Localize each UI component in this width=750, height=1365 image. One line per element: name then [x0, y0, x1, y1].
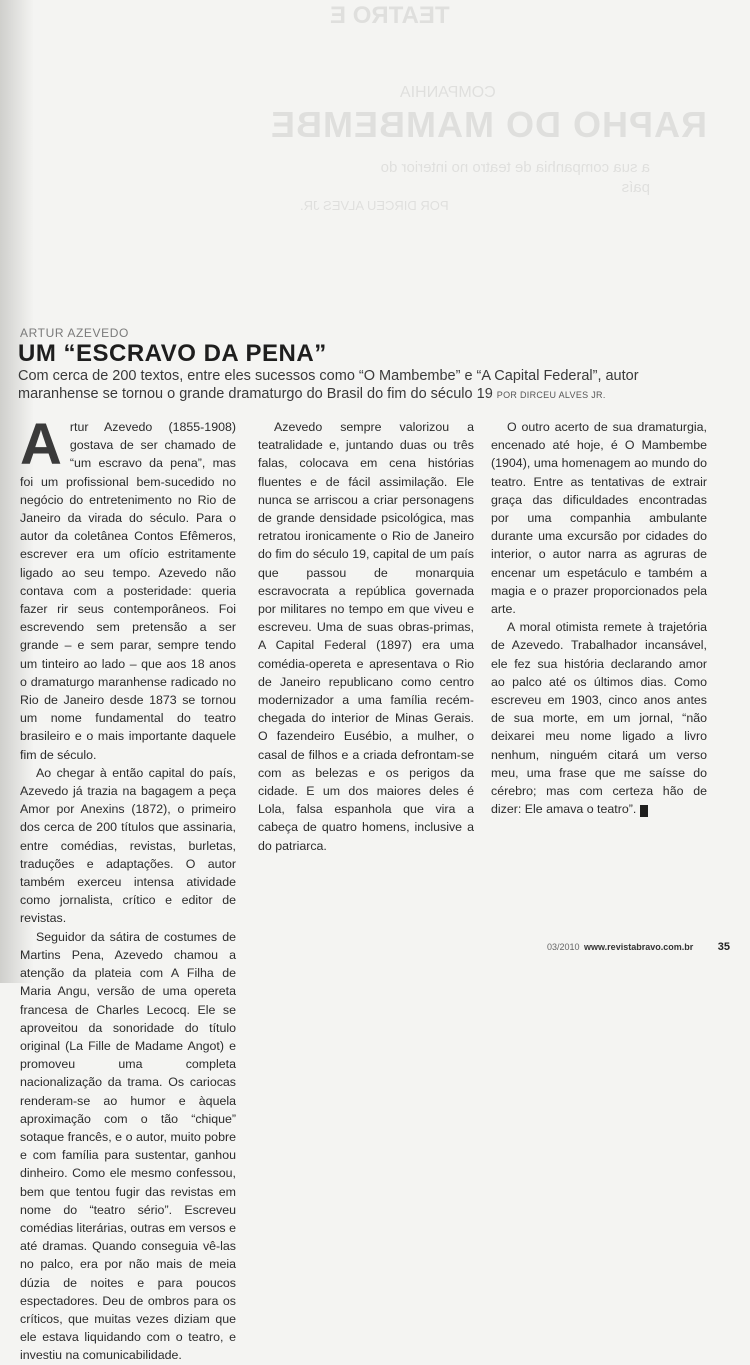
ghost-line: TEATRO E: [330, 2, 450, 29]
drop-cap: A: [20, 412, 62, 477]
page-footer: [547, 941, 730, 953]
page-number: 35: [717, 941, 730, 953]
section-kicker: ARTUR AZEVEDO: [20, 326, 129, 340]
paragraph-text: rtur Azevedo (1855-1908) gostava de ser chamado de “um escravo da pena”, mas foi um profissional bem-sucedido no negócio do entretenimento no Rio de Janeiro da virada do século. Para o autor da coletânea Contos Efêmeros, escrever era um ofício estritamente ligado ao seu tempo. Azevedo não contava com a posteridade: queria fazer rir seus contemporâneos. Foi escrevendo sem pretensão a ser grande – e sem parar, sempre tendo um tinteiro ao lado – que aos 18 anos o dramaturgo maranhense radicado no Rio de Janeiro desde 1873 se tornou um nome fundamental do teatro brasileiro e o mais importante daquele fim de século.: [20, 420, 236, 762]
paragraph: [20, 412, 236, 764]
ghost-line: a sua companhia de teatro no interior do país: [380, 159, 650, 196]
paragraph: [491, 618, 707, 818]
paragraph: Seguidor da sátira de costumes de Martins Pena, Azevedo chamou a atenção da plateia com A Filha de Maria Angu, versão de uma opereta francesa de Charles Lecocq. Ele se aproveitou da sonoridade do título original (La Fille de Madame Angot) e promoveu uma completa nacionalização da trama. Os cariocas renderam-se ao humor e àquela aproximação com o tão “chique” sotaque francês, e o autor, muito pobre e com família para sustentar, ganhou dinheiro. Como ele mesmo confessou, bem que tentou fugir das revistas em nome do “teatro sério”. Escreveu comédias literárias, outras em versos e até dramas. Quando conseguia vê-las no palco, era por não mais de meia dúzia de noites e para poucos espectadores. Deu de ombros para os críticos, que muitas vezes diziam que ele estava liquidando com o teatro, e investiu na comunicabilidade.: [20, 929, 236, 1363]
ghost-line: RAPHO DO MAMBEMBE: [270, 104, 707, 145]
deck-text: Com cerca de 200 textos, entre eles sucessos como “O Mambembe” e “A Capital Federal”, autor maranhense se tornou o grande dramaturgo do Brasil do fim do século 19: [18, 368, 639, 402]
headline: UM “ESCRAVO DA PENA”: [18, 340, 327, 367]
paragraph-text: A moral otimista remete à trajetória de Azevedo. Trabalhador incansável, ele fez sua história declarando amor ao palco até os últimos dias. Como escreveu em 1903, cinco anos antes de sua morte, em um jornal, “não deixarei meu nome ligado a livro nenhum, ninguém citará um verso meu, uma frase que me saísse do cérebro; mas com certeza hão de dizer: Ele amava o teatro”.: [491, 620, 707, 817]
article-column-2: [258, 418, 474, 855]
end-mark-icon: !: [640, 805, 648, 817]
paragraph: O outro acerto de sua dramaturgia, encenado até hoje, é O Mambembe (1904), uma homenagem ao mundo do teatro. Entre as tentativas de extrair graça das dificuldades encontradas por uma companhia ambulante durante uma excursão por cidades do interior, o autor narra as agruras de encenar um espetáculo e também a magia e o prazer proporcionados pela arte.: [491, 420, 707, 617]
ghost-line: POR DIRCEU ALVES JR.: [300, 198, 449, 213]
paragraph: Ao chegar à então capital do país, Azevedo já trazia na bagagem a peça Amor por Anexins (1872), o primeiro dos cerca de 200 títulos que assinaria, entre comédias, revistas, burletas, traduções e adaptações. O autor também exerceu intensa atividade como jornalista, crítico e editor de revistas.: [20, 765, 236, 926]
article-column-3: [491, 418, 707, 818]
byline: POR DIRCEU ALVES JR.: [496, 390, 606, 400]
paragraph: Azevedo sempre valorizou a teatralidade e, juntando duas ou três falas, colocava em cena histórias fluentes e de fácil assimilação. Ele nunca se arriscou a criar personagens de grande densidade psicológica, mas retratou ironicamente o Rio de Janeiro do fim do século 19, capital de um país que passou de monarquia escravocrata a república governada por militares no tempo em que viveu e escreveu. Uma de suas obras-primas, A Capital Federal (1897) era uma comédia-opereta e apresentava o Rio de Janeiro republicano como centro modernizador a uma família recém-chegada do interior de Minas Gerais. O fazendeiro Eusébio, a mulher, o casal de filhos e a criada defrontam-se com as belezas e os perigos da cidade. E um dos maiores deles é Lola, falsa espanhola que vira a cabeça de quatro homens, inclusive a do patriarca.: [258, 420, 474, 853]
show-through-text: [150, 0, 750, 240]
issue-date: 03/2010: [546, 942, 580, 952]
website-url: www.revistabravo.com.br: [584, 942, 694, 952]
article-column-1: [20, 412, 236, 1365]
ghost-line: COMPANHIA: [400, 84, 496, 101]
deck: [18, 367, 718, 404]
